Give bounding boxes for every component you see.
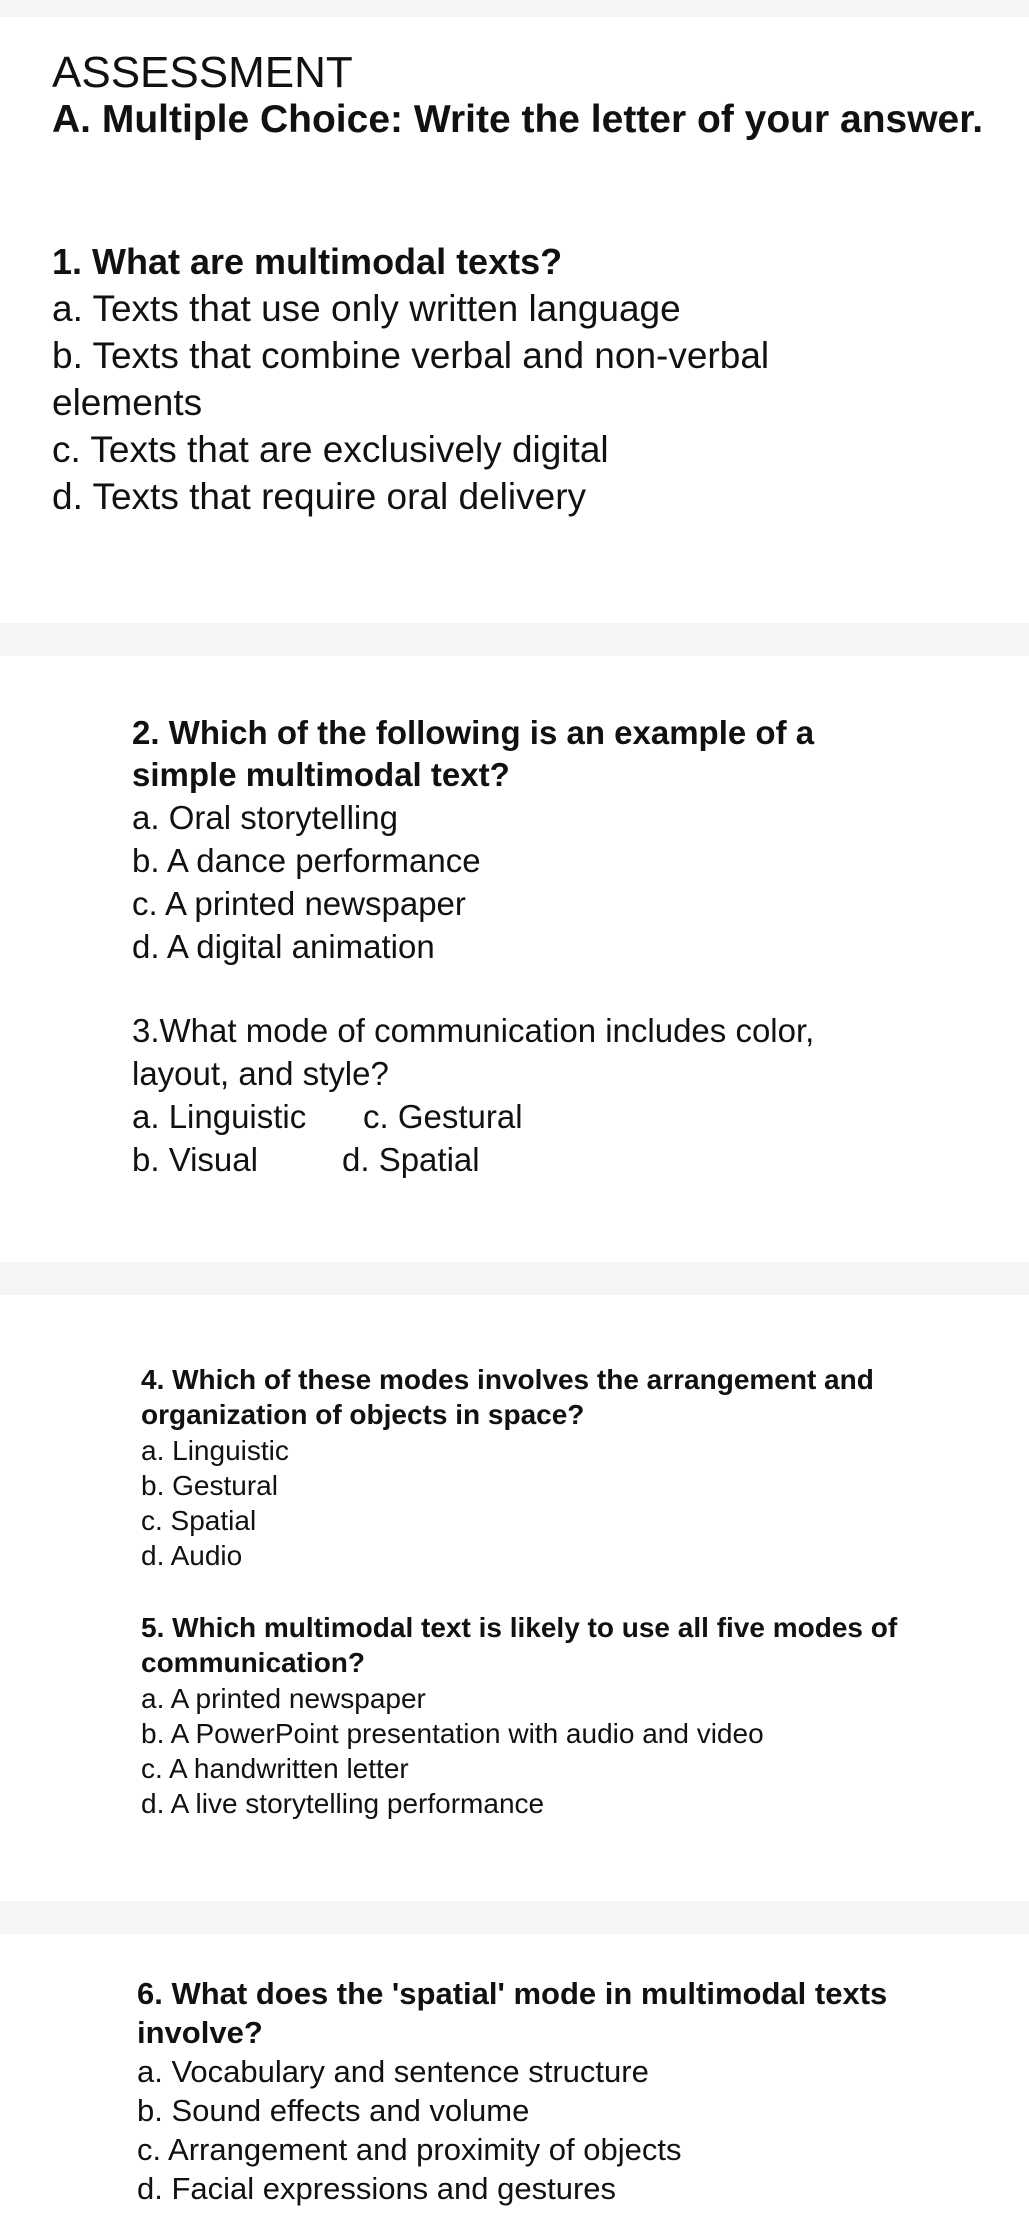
q3-option-c: c. Gestural (363, 1098, 523, 1135)
q1-option-a: a. Texts that use only written language (52, 288, 681, 329)
question-2: 2. Which of the following is an example of a (132, 714, 815, 751)
q4-option-c: c. Spatial (141, 1505, 257, 1536)
q6-option-c: c. Arrangement and proximity of objects (137, 2132, 682, 2167)
question-4: 4. Which of these modes involves the arrangement and (141, 1364, 874, 1395)
question-6-continued: involve? (137, 2015, 263, 2050)
page-title: ASSESSMENT (52, 48, 353, 97)
assessment-page-4 (0, 1934, 1029, 2222)
q5-option-b: b. A PowerPoint presentation with audio and video (141, 1718, 764, 1749)
q2-option-b: b. A dance performance (132, 842, 481, 879)
assessment-page-1 (0, 17, 1029, 623)
q1-option-b-continued: elements (52, 382, 203, 423)
question-5-continued: communication? (141, 1647, 366, 1678)
question-3: 3.What mode of communication includes color, (132, 1012, 815, 1049)
q2-option-d: d. A digital animation (132, 928, 435, 965)
q3-option-a: a. Linguistic (132, 1098, 307, 1135)
question-5: 5. Which multimodal text is likely to use all five modes of (141, 1612, 898, 1643)
question-2-continued: simple multimodal text? (132, 756, 510, 793)
q6-option-d: d. Facial expressions and gestures (137, 2171, 617, 2206)
q6-option-a: a. Vocabulary and sentence structure (137, 2054, 649, 2089)
question-1: 1. What are multimodal texts? (52, 241, 563, 282)
q5-option-a: a. A printed newspaper (141, 1683, 426, 1714)
q5-option-c: c. A handwritten letter (141, 1753, 409, 1784)
q4-option-a: a. Linguistic (141, 1435, 289, 1466)
q3-option-d: d. Spatial (342, 1141, 480, 1178)
assessment-page-3 (0, 1295, 1029, 1901)
q1-option-c: c. Texts that are exclusively digital (52, 429, 609, 470)
assessment-page-2 (0, 656, 1029, 1262)
question-3-continued: layout, and style? (132, 1055, 389, 1092)
q2-option-c: c. A printed newspaper (132, 885, 466, 922)
instructions-heading: A. Multiple Choice: Write the letter of your answer. (52, 98, 984, 141)
q4-option-d: d. Audio (141, 1540, 243, 1571)
q5-option-d: d. A live storytelling performance (141, 1788, 545, 1819)
q3-option-b: b. Visual (132, 1141, 258, 1178)
question-4-continued: organization of objects in space? (141, 1399, 585, 1430)
q2-option-a: a. Oral storytelling (132, 799, 398, 836)
q6-option-b: b. Sound effects and volume (137, 2093, 530, 2128)
q1-option-b: b. Texts that combine verbal and non-verbal (52, 335, 770, 376)
question-6: 6. What does the 'spatial' mode in multimodal texts (137, 1976, 888, 2011)
q1-option-d: d. Texts that require oral delivery (52, 476, 587, 517)
q4-option-b: b. Gestural (141, 1470, 278, 1501)
